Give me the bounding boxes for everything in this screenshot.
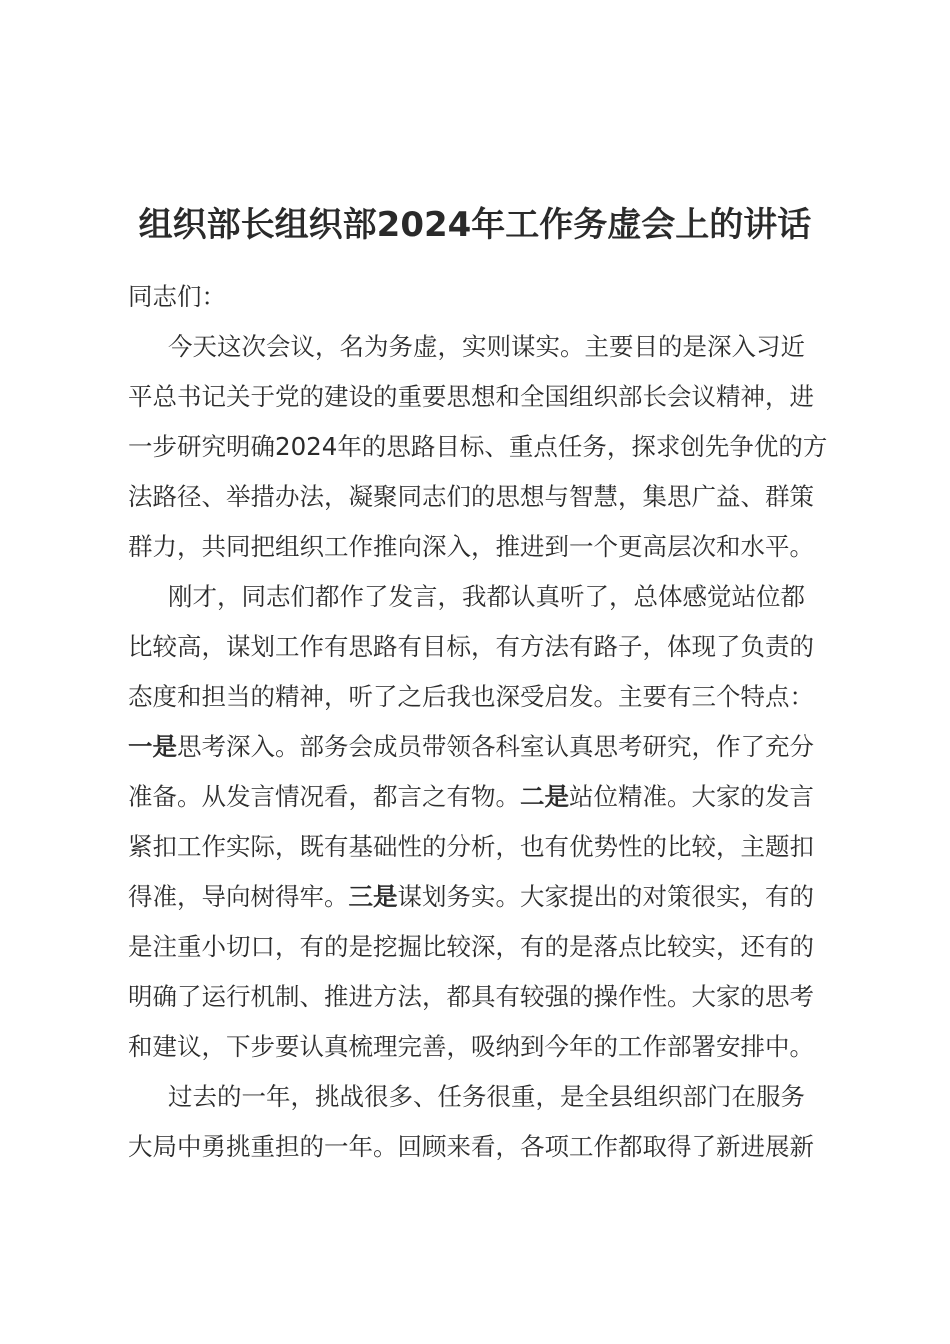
salutation: 同志们： [128, 282, 226, 311]
point-two-label: 二是 [520, 782, 569, 811]
paragraph-line: 大局中勇挑重担的一年。回顾来看，各项工作都取得了新进展新 [128, 1132, 814, 1161]
paragraph-line: 平总书记关于党的建设的重要思想和全国组织部长会议精神，进 [128, 382, 814, 411]
paragraph-text: 谋划务实。大家提出的对策很实，有的 [397, 882, 814, 911]
paragraph-line: 过去的一年，挑战很多、任务很重，是全县组织部门在服务 [168, 1082, 805, 1111]
paragraph-3 [128, 1072, 848, 1172]
paragraph-text: 思考深入。部务会成员带领各科室认真思考研究，作了充分 [177, 732, 814, 761]
paragraph-line: 一步研究明确2024年的思路目标、重点任务，探求创先争优的方 [128, 432, 828, 461]
paragraph-line: 法路径、举措办法，凝聚同志们的思想与智慧，集思广益、群策 [128, 482, 814, 511]
paragraph-line [128, 722, 848, 772]
paragraph-line [128, 772, 848, 822]
point-one-label: 一是 [128, 732, 177, 761]
paragraph-2 [128, 572, 848, 1072]
paragraph-line: 群力，共同把组织工作推向深入，推进到一个更高层次和水平。 [128, 532, 814, 561]
document-body [128, 272, 848, 1172]
paragraph-1 [128, 322, 848, 572]
paragraph-line: 比较高，谋划工作有思路有目标，有方法有路子，体现了负责的 [128, 632, 814, 661]
paragraph-line: 是注重小切口，有的是挖掘比较深，有的是落点比较实，还有的 [128, 932, 814, 961]
paragraph-text: 准备。从发言情况看，都言之有物。 [128, 782, 520, 811]
paragraph-line: 刚才，同志们都作了发言，我都认真听了，总体感觉站位都 [168, 582, 805, 611]
paragraph-line: 紧扣工作实际，既有基础性的分析，也有优势性的比较，主题扣 [128, 832, 814, 861]
paragraph-line: 明确了运行机制、推进方法，都具有较强的操作性。大家的思考 [128, 982, 814, 1011]
paragraph-text: 站位精准。大家的发言 [569, 782, 814, 811]
paragraph-line [128, 872, 848, 922]
paragraph-line: 态度和担当的精神，听了之后我也深受启发。主要有三个特点： [128, 682, 814, 711]
paragraph-line: 今天这次会议，名为务虚，实则谋实。主要目的是深入习近 [168, 332, 805, 361]
paragraph-line: 和建议，下步要认真梳理完善，吸纳到今年的工作部署安排中。 [128, 1032, 814, 1061]
point-three-label: 三是 [348, 882, 398, 911]
document-title: 组织部长组织部2024年工作务虚会上的讲话 [138, 205, 812, 245]
paragraph-text: 得准，导向树得牢。 [128, 882, 349, 911]
